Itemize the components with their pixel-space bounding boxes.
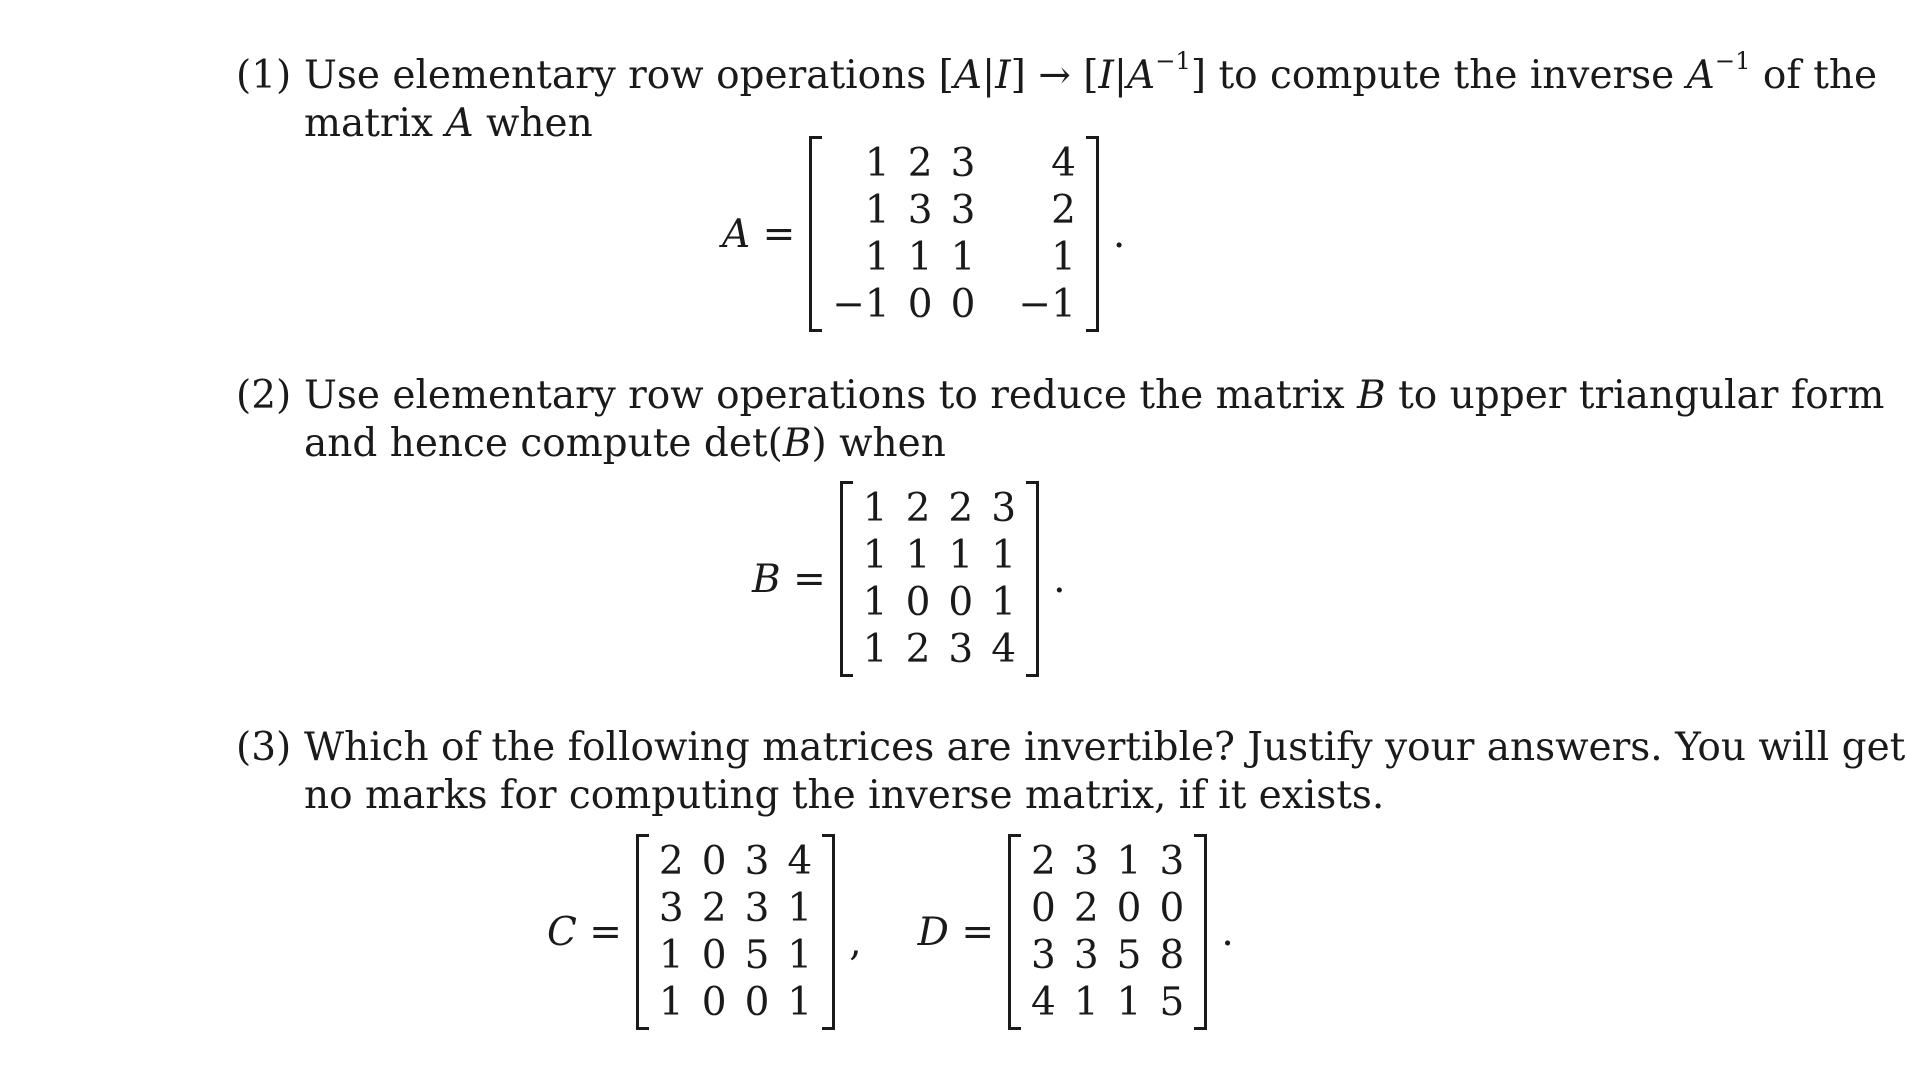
matrix-entry: 2 bbox=[907, 141, 933, 186]
matrix-entry: 1 bbox=[991, 533, 1017, 578]
matrix-label: D = bbox=[917, 909, 994, 955]
matrix-entry: 0 bbox=[1031, 886, 1056, 931]
matrix-row bbox=[854, 532, 1025, 579]
matrix-entry: 4 bbox=[787, 839, 813, 884]
problem-3-line-1: Which of the following matrices are invertible? Justify your answers. You will get bbox=[304, 725, 1905, 770]
matrix-entry: 1 bbox=[864, 188, 890, 233]
matrix-entry: 1 bbox=[862, 533, 888, 578]
matrix-label: B = bbox=[752, 556, 826, 602]
matrix-entry: 1 bbox=[950, 235, 976, 280]
matrix-entry: 3 bbox=[907, 188, 933, 233]
matrix-entry: 3 bbox=[744, 839, 770, 884]
matrix-b bbox=[840, 485, 1039, 673]
matrix-row bbox=[650, 885, 821, 932]
matrix-entry: 2 bbox=[948, 486, 974, 531]
matrix-entry: 1 bbox=[862, 580, 888, 625]
matrix-entry: 0 bbox=[948, 580, 974, 625]
matrix-row bbox=[823, 140, 1085, 187]
matrix-entry: 1 bbox=[1073, 980, 1099, 1025]
matrix-entry: 3 bbox=[1031, 933, 1056, 978]
matrix-entry: 2 bbox=[905, 486, 931, 531]
matrices-cd-display bbox=[547, 838, 1234, 1026]
matrix-entry: 2 bbox=[905, 627, 931, 672]
matrix-entry: 3 bbox=[1073, 933, 1099, 978]
matrix-entry: 1 bbox=[991, 580, 1017, 625]
matrix-row bbox=[854, 485, 1025, 532]
matrix-row bbox=[823, 281, 1085, 328]
matrix-row bbox=[1022, 932, 1193, 979]
matrix-entry: 2 bbox=[658, 839, 684, 884]
matrix-entry: 4 bbox=[1031, 980, 1056, 1025]
problem-1-line-2: matrix A when bbox=[304, 101, 593, 146]
matrix-entry: 0 bbox=[701, 933, 727, 978]
matrix-entry: 1 bbox=[905, 533, 931, 578]
matrix-entry: 5 bbox=[1159, 980, 1185, 1025]
matrix-entry: 5 bbox=[1116, 933, 1142, 978]
problem-1 bbox=[236, 47, 1878, 148]
matrix-entry: 3 bbox=[950, 188, 976, 233]
matrix-entry: 3 bbox=[744, 886, 770, 931]
matrix-terminator: , bbox=[849, 919, 862, 965]
matrix-entry: 2 bbox=[701, 886, 727, 931]
matrix-entry: −1 bbox=[1018, 282, 1076, 327]
matrix-entry: 2 bbox=[1051, 188, 1076, 233]
matrix-entry: 8 bbox=[1159, 933, 1185, 978]
matrix-terminator: . bbox=[1112, 211, 1126, 257]
matrix-entry: 3 bbox=[991, 486, 1017, 531]
matrix-entry: 1 bbox=[948, 533, 974, 578]
matrix-a-display bbox=[722, 140, 1125, 328]
matrix-terminator: . bbox=[1053, 556, 1066, 602]
matrix-entry: 2 bbox=[1031, 839, 1056, 884]
matrix-entry: 1 bbox=[787, 886, 813, 931]
matrix-row bbox=[823, 187, 1085, 234]
matrix-entry: 1 bbox=[862, 627, 888, 672]
problem-2-line-1: Use elementary row operations to reduce the matrix B to upper triangular form bbox=[304, 373, 1885, 418]
matrix-entry: 4 bbox=[1051, 141, 1076, 186]
matrix-entry: 1 bbox=[787, 933, 813, 978]
matrix-label: C = bbox=[547, 909, 622, 955]
matrix-entry: 0 bbox=[950, 282, 976, 327]
matrix-entry: 3 bbox=[950, 141, 976, 186]
matrix-label: A = bbox=[722, 211, 796, 257]
matrix-entry: 3 bbox=[948, 627, 974, 672]
matrix-entry: 3 bbox=[1159, 839, 1185, 884]
matrix-entry: 1 bbox=[864, 141, 890, 186]
matrix-row bbox=[854, 626, 1025, 673]
matrix-entry: 0 bbox=[905, 580, 931, 625]
matrix-a bbox=[809, 140, 1099, 328]
matrix-entry: 0 bbox=[701, 839, 727, 884]
matrix-entry: 4 bbox=[991, 627, 1017, 672]
matrix-b-display bbox=[752, 485, 1065, 673]
matrix-entry: 2 bbox=[1073, 886, 1099, 931]
matrix-entry: 0 bbox=[744, 980, 770, 1025]
problem-1-line-1: Use elementary row operations $[A|I] \to [I|A^{-1}]$ to compute the inverse $A^{-1}$ of the bbox=[304, 47, 1878, 98]
problem-number: (3) bbox=[236, 725, 292, 770]
problem-number: (1) bbox=[236, 53, 292, 98]
matrix-d bbox=[1008, 838, 1207, 1026]
matrix-row bbox=[650, 979, 821, 1026]
matrix-entry: 1 bbox=[907, 235, 933, 280]
matrix-row bbox=[854, 579, 1025, 626]
matrix-entry: 1 bbox=[658, 933, 684, 978]
matrix-entry: 0 bbox=[701, 980, 727, 1025]
matrix-entry: 1 bbox=[864, 235, 890, 280]
matrix-entry: 1 bbox=[1051, 235, 1076, 280]
problem-2 bbox=[236, 372, 1885, 468]
matrix-row bbox=[1022, 979, 1193, 1026]
matrix-entry: 3 bbox=[1073, 839, 1099, 884]
matrix-row bbox=[1022, 885, 1193, 932]
matrix-row bbox=[1022, 838, 1193, 885]
matrix-entry: −1 bbox=[832, 282, 890, 327]
problem-2-line-2: and hence compute det(B) when bbox=[304, 421, 946, 466]
matrix-c bbox=[636, 838, 835, 1026]
matrix-entry: 0 bbox=[1159, 886, 1185, 931]
matrix-entry: 1 bbox=[862, 486, 888, 531]
problem-3 bbox=[236, 724, 1905, 820]
matrix-row bbox=[650, 838, 821, 885]
problem-3-line-2: no marks for computing the inverse matrix, if it exists. bbox=[304, 773, 1385, 818]
matrix-terminator: . bbox=[1221, 909, 1234, 955]
matrix-row bbox=[650, 932, 821, 979]
matrix-entry: 1 bbox=[1116, 839, 1142, 884]
matrix-entry: 0 bbox=[907, 282, 933, 327]
matrix-entry: 1 bbox=[787, 980, 813, 1025]
problem-number: (2) bbox=[236, 373, 292, 418]
matrix-entry: 1 bbox=[658, 980, 684, 1025]
matrix-entry: 1 bbox=[1116, 980, 1142, 1025]
matrix-entry: 0 bbox=[1116, 886, 1142, 931]
matrix-entry: 5 bbox=[744, 933, 770, 978]
matrix-entry: 3 bbox=[658, 886, 684, 931]
matrix-row bbox=[823, 234, 1085, 281]
